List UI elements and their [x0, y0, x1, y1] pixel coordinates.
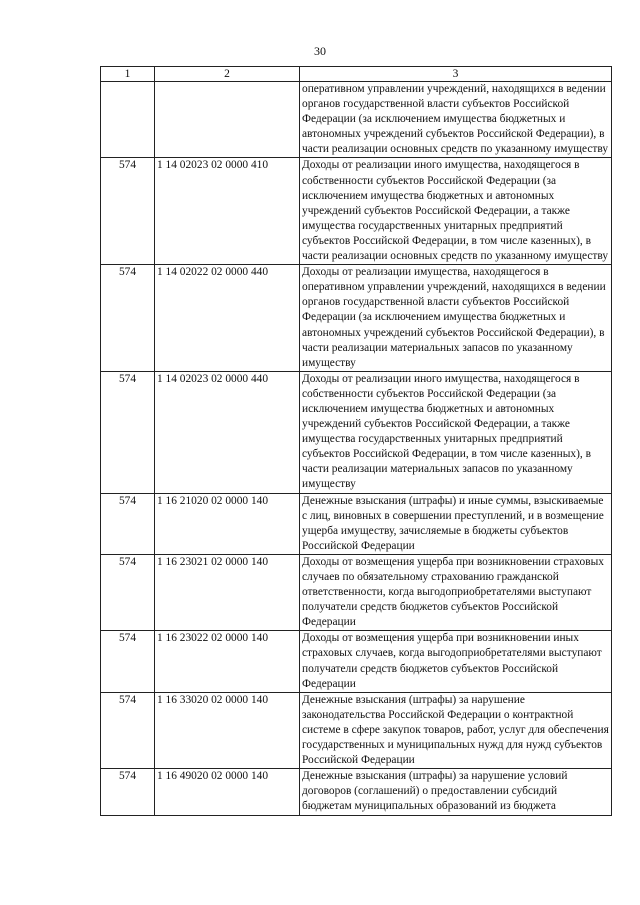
table-row — [101, 371, 612, 493]
revenue-code-cell — [155, 82, 300, 158]
table-row — [101, 692, 612, 768]
admin-code-cell — [101, 82, 155, 158]
table-row — [101, 631, 612, 692]
description-cell: оперативном управлении учреждений, находящихся в ведении органов государственной власти субъектов Российской Федерации (за исключением имущества бюджетных и автономных учреждений субъектов Российской Федерации), в части реализации основных средств по указанному имуществу — [300, 82, 612, 158]
column-header-1: 1 — [101, 67, 155, 82]
description-cell: Доходы от возмещения ущерба при возникновении страховых случаев по обязательному страхованию гражданской ответственности, когда выгодоприобретателями выступают получатели средств бюджетов субъектов Российской Федерации — [300, 554, 612, 630]
table-row — [101, 554, 612, 630]
revenue-code-cell: 1 14 02022 02 0000 440 — [155, 265, 300, 372]
admin-code-cell: 574 — [101, 493, 155, 554]
description-cell: Денежные взыскания (штрафы) за нарушение условий договоров (соглашений) о предоставлении субсидий бюджетам муниципальных образований из бюджета — [300, 769, 612, 815]
admin-code-cell: 574 — [101, 265, 155, 372]
revenue-code-cell: 1 14 02023 02 0000 410 — [155, 158, 300, 265]
table-row — [101, 158, 612, 265]
description-cell: Доходы от реализации имущества, находящегося в оперативном управлении учреждений, находящихся в ведении органов государственной власти субъектов Российской Федерации (за исключением имущества бюджетных и автономных учреждений субъектов Российской Федерации), в части реализации материальных запасов по указанному имуществу — [300, 265, 612, 372]
table-row — [101, 493, 612, 554]
admin-code-cell: 574 — [101, 158, 155, 265]
description-cell: Доходы от возмещения ущерба при возникновении иных страховых случаев, когда выгодоприобретателями выступают получатели средств бюджетов субъектов Российской Федерации — [300, 631, 612, 692]
table-row — [101, 769, 612, 815]
admin-code-cell: 574 — [101, 769, 155, 815]
revenue-code-cell: 1 16 21020 02 0000 140 — [155, 493, 300, 554]
column-header-3: 3 — [300, 67, 612, 82]
table-row — [101, 82, 612, 158]
revenue-code-cell: 1 14 02023 02 0000 440 — [155, 371, 300, 493]
admin-code-cell: 574 — [101, 631, 155, 692]
column-header-2: 2 — [155, 67, 300, 82]
admin-code-cell: 574 — [101, 692, 155, 768]
table-header-row — [101, 67, 612, 82]
revenue-code-cell: 1 16 49020 02 0000 140 — [155, 769, 300, 815]
admin-code-cell: 574 — [101, 371, 155, 493]
revenue-codes-table — [100, 66, 612, 816]
table-row — [101, 265, 612, 372]
revenue-code-cell: 1 16 33020 02 0000 140 — [155, 692, 300, 768]
description-cell: Доходы от реализации иного имущества, находящегося в собственности субъектов Российской Федерации (за исключением имущества бюджетных и автономных учреждений субъектов Российской Федерации, а также имущества государственных унитарных предприятий субъектов Российской Федерации, в том числе казенных), в части реализации основных средств по указанному имуществу — [300, 158, 612, 265]
page-number: 30 — [314, 44, 326, 58]
revenue-code-cell: 1 16 23021 02 0000 140 — [155, 554, 300, 630]
description-cell: Денежные взыскания (штрафы) за нарушение законодательства Российской Федерации о контрактной системе в сфере закупок товаров, работ, услуг для обеспечения государственных и муниципальных нужд для нужд субъектов Российской Федерации — [300, 692, 612, 768]
revenue-code-cell: 1 16 23022 02 0000 140 — [155, 631, 300, 692]
description-cell: Денежные взыскания (штрафы) и иные суммы, взыскиваемые с лиц, виновных в совершении преступлений, и в возмещение ущерба имуществу, зачисляемые в бюджеты субъектов Российской Федерации — [300, 493, 612, 554]
admin-code-cell: 574 — [101, 554, 155, 630]
description-cell: Доходы от реализации иного имущества, находящегося в собственности субъектов Российской Федерации (за исключением имущества бюджетных и автономных учреждений субъектов Российской Федерации, а также имущества государственных унитарных предприятий субъектов Российской Федерации, в том числе казенных), в части реализации материальных запасов по указанному имуществу — [300, 371, 612, 493]
